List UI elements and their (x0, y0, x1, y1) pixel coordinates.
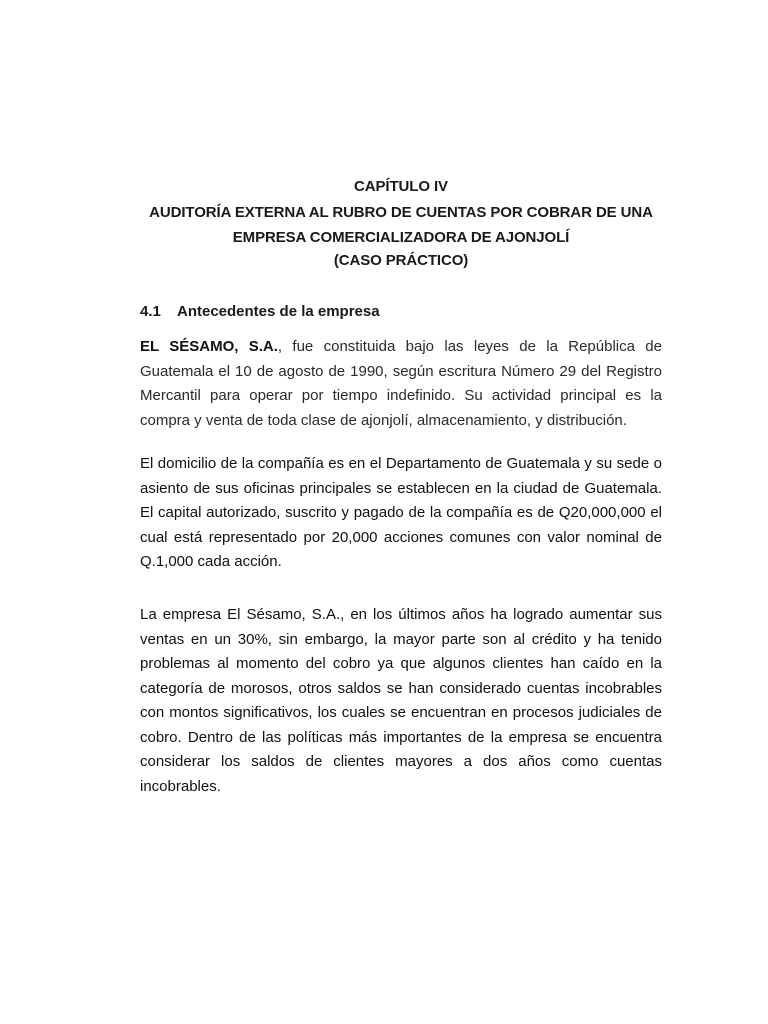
paragraph-1-text: , fue constituida bajo las leyes de la República de Guatemala el 10 de agosto de 1990, según escritura Número 29 del Registro Mercantil para operar por tiempo indefinido. Su actividad principal es la compra y venta de toda clase de ajonjolí, almacenamiento, y distribución. (140, 338, 662, 429)
section-title: Antecedentes de la empresa (177, 303, 380, 320)
section-heading (140, 300, 380, 324)
paragraph-1 (140, 335, 662, 433)
chapter-number: CAPÍTULO IV (354, 178, 448, 195)
paragraph-2: El domicilio de la compañía es en el Departamento de Guatemala y su sede o asiento de sus oficinas principales se establecen en la ciudad de Guatemala. El capital autorizado, suscrito y pagado de la compañía es de Q20,000,000 el cual está representado por 20,000 acciones comunes con valor nominal de Q.1,000 cada acción. (140, 455, 662, 570)
chapter-title-line-1: AUDITORÍA EXTERNA AL RUBRO DE CUENTAS POR COBRAR DE UNA (149, 204, 653, 221)
chapter-subtitle: (CASO PRÁCTICO) (333, 252, 469, 269)
chapter-title-line-2: EMPRESA COMERCIALIZADORA DE AJONJOLÍ (232, 229, 570, 246)
paragraph-3: La empresa El Sésamo, S.A., en los últimos años ha logrado aumentar sus ventas en un 30%, sin embargo, la mayor parte son al crédito y ha tenido problemas al momento del cobro ya que algunos clientes han caído en la categoría de morosos, otros saldos se han considerado cuentas incobrables con montos significativos, los cuales se encuentran en procesos judiciales de cobro. Dentro de las políticas más importantes de la empresa se encuentra considerar los saldos de clientes mayores a dos años como cuentas incobrables. (140, 606, 662, 795)
section-number: 4.1 (140, 303, 161, 320)
company-name: EL SÉSAMO, S.A. (140, 338, 278, 355)
